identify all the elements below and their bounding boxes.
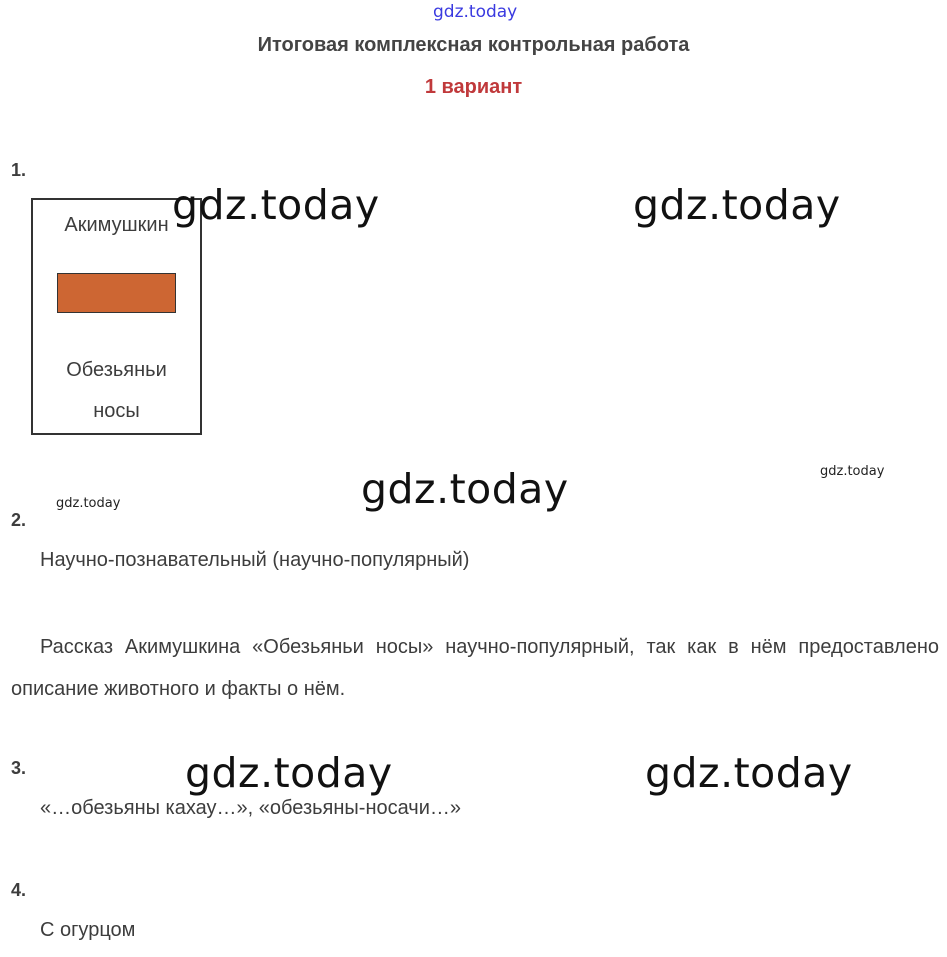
question-3-answer: «…обезьяны кахау…», «обезьяны-носачи…» xyxy=(40,797,462,819)
page-title: Итоговая комплексная контрольная работа xyxy=(257,34,690,56)
variant-label: 1 вариант xyxy=(424,76,523,98)
book-title xyxy=(33,350,200,432)
question-2-number: 2. xyxy=(11,510,27,530)
watermark-big-4: gdz.today xyxy=(185,749,393,797)
question-4-answer: С огурцом xyxy=(40,919,136,941)
watermark-small-2: gdz.today xyxy=(56,496,121,511)
watermark-top: gdz.today xyxy=(433,2,518,22)
book-title-line-1: Обезьяньи xyxy=(66,359,167,381)
watermark-big-2: gdz.today xyxy=(633,181,841,229)
watermark-small-1: gdz.today xyxy=(820,464,885,479)
book-author: Акимушкин xyxy=(64,214,169,236)
question-3-number: 3. xyxy=(11,758,27,778)
question-2-answer: Научно-познавательный (научно-популярный) xyxy=(40,549,470,571)
book-cover-drawing xyxy=(31,198,202,435)
book-title-line-2: носы xyxy=(93,400,140,422)
question-2-explanation: Рассказ Акимушкина «Обезьяньи носы» научно-популярный, так как в нём предоставлено описание животного и факты о нём. xyxy=(11,636,939,700)
watermark-big-3: gdz.today xyxy=(361,465,569,513)
book-color-bar xyxy=(57,273,176,313)
question-4-number: 4. xyxy=(11,880,27,900)
watermark-big-1: gdz.today xyxy=(172,181,380,229)
question-1-number: 1. xyxy=(11,160,27,180)
watermark-big-5: gdz.today xyxy=(645,749,853,797)
